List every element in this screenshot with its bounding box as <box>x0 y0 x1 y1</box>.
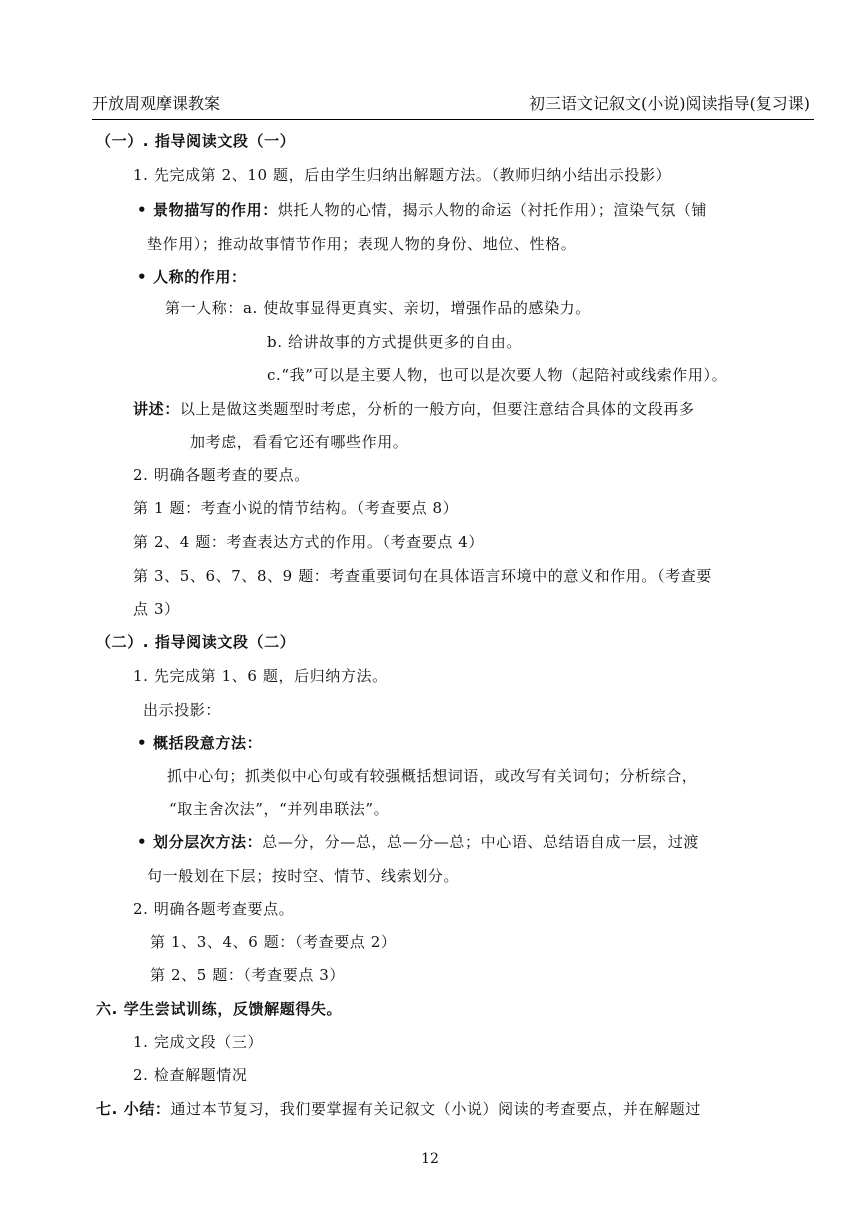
section-7-text: 通过本节复习，我们要掌握有关记叙文（小说）阅读的考查要点，并在解题过 <box>170 1100 701 1118</box>
projection-label: 出示投影： <box>143 701 222 719</box>
summary-method-heading: • 概括段意方法： <box>137 734 263 752</box>
scene-description-text: 烘托人物的心情，揭示人物的命运（衬托作用）；渲染气氛（铺 <box>277 201 708 219</box>
question-item-2: 第 2、4 题：考查表达方式的作用。（考查要点 4） <box>133 533 485 551</box>
teacher-note-paragraph <box>133 398 695 420</box>
first-person-item-c: c.“我”可以是主要人物，也可以是次要人物（起陪衬或线索作用）。 <box>267 366 728 384</box>
first-person-item-b: b. 给讲故事的方式提供更多的自由。 <box>267 333 522 351</box>
question-item-3-continuation: 点 3） <box>133 600 180 618</box>
teacher-note-continuation: 加考虑，看看它还有哪些作用。 <box>190 433 409 451</box>
scene-description-continuation: 垫作用）；推动故事情节作用；表现人物的身份、地位、性格。 <box>147 235 577 253</box>
section-7-heading: 七. 小结： <box>96 1100 171 1118</box>
section-1-step-2: 2. 明确各题考查的要点。 <box>133 466 310 484</box>
layer-method-paragraph <box>137 831 699 853</box>
section-1-title: （一）. 指导阅读文段（一） <box>96 132 296 150</box>
page-header <box>92 93 814 120</box>
first-person-item-a: 第一人称：a. 使故事显得更真实、亲切，增强作品的感染力。 <box>165 299 591 317</box>
section-6-step-2: 2. 检查解题情况 <box>133 1066 248 1084</box>
section-2-step-1: 1. 先完成第 1、6 题，后归纳方法。 <box>133 667 388 685</box>
section-7-paragraph <box>96 1098 701 1120</box>
teacher-note-heading: 讲述： <box>133 400 180 418</box>
section-2-question-1: 第 1、3、4、6 题：（考查要点 2） <box>150 933 397 951</box>
header-left-title: 开放周观摩课教案 <box>92 94 221 113</box>
question-item-1: 第 1 题：考查小说的情节结构。（考查要点 8） <box>133 499 459 517</box>
section-2-question-2: 第 2、5 题：（考查要点 3） <box>150 966 346 984</box>
scene-description-heading: • 景物描写的作用： <box>137 201 278 219</box>
question-item-3: 第 3、5、6、7、8、9 题：考查重要词句在具体语言环境中的意义和作用。（考查要 <box>133 567 712 585</box>
section-1-step-1: 1. 先完成第 2、10 题，后由学生归纳出解题方法。（教师归纳小结出示投影） <box>133 166 672 184</box>
page-number: 12 <box>421 1151 439 1167</box>
layer-method-heading: • 划分层次方法： <box>137 833 263 851</box>
summary-method-continuation: “取主舍次法”，“并列串联法”。 <box>169 800 390 818</box>
teacher-note-text: 以上是做这类题型时考虑，分析的一般方向，但要注意结合具体的文段再多 <box>179 400 695 418</box>
summary-method-text: 抓中心句；抓类似中心句或有较强概括想词语，或改写有关词句；分析综合， <box>167 767 698 785</box>
person-heading: • 人称的作用： <box>137 268 247 286</box>
layer-method-continuation: 句一般划在下层；按时空、情节、线索划分。 <box>147 867 460 885</box>
section-6-title: 六. 学生尝试训练，反馈解题得失。 <box>96 1000 343 1018</box>
section-2-step-2: 2. 明确各题考查要点。 <box>133 900 295 918</box>
header-right-title: 初三语文记叙文(小说)阅读指导(复习课) <box>529 94 810 113</box>
section-6-step-1: 1. 完成文段（三） <box>133 1033 264 1051</box>
layer-method-text: 总—分，分—总，总—分—总；中心语、总结语自成一层，过渡 <box>262 833 700 851</box>
section-2-title: （二）. 指导阅读文段（二） <box>96 633 296 651</box>
scene-description-paragraph <box>137 199 707 221</box>
